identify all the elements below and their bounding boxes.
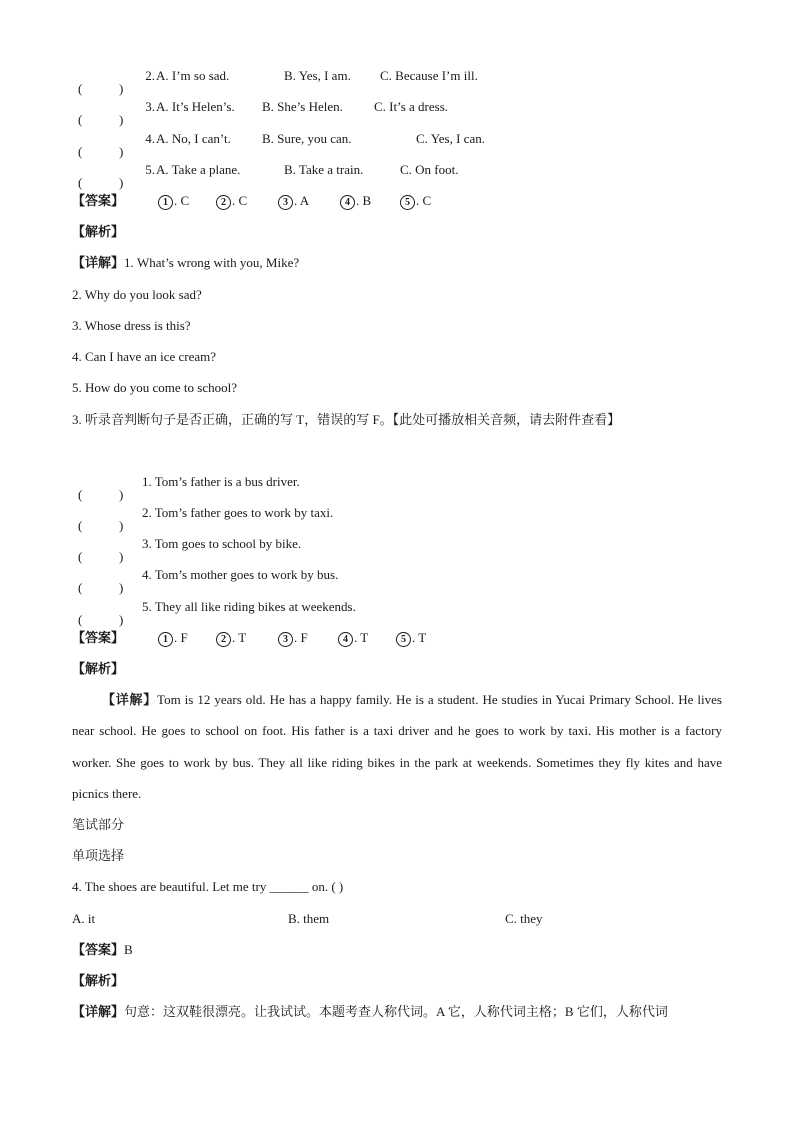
circled-number: 2 bbox=[216, 632, 231, 647]
statement: 3. Tom goes to school by bike. bbox=[142, 536, 302, 551]
question-row: ( ) 4. Tom’s mother goes to work by bus. bbox=[78, 567, 339, 595]
answer-value: . C bbox=[232, 193, 248, 208]
answer-value: . F bbox=[174, 630, 188, 645]
answer-label: 【答案】 bbox=[72, 193, 125, 208]
option-a: A. Take a plane. bbox=[156, 162, 241, 177]
circled-number: 2 bbox=[216, 195, 231, 210]
question-row: ( ) 5. A. Take a plane. B. Take a train. C. On foot. bbox=[78, 162, 459, 190]
answer-item bbox=[278, 192, 309, 210]
answer-row bbox=[72, 629, 427, 647]
section-heading: 单项选择 bbox=[72, 848, 125, 863]
circled-number: 1 bbox=[158, 195, 173, 210]
answer-item bbox=[396, 629, 426, 647]
answer-value: . T bbox=[412, 630, 427, 645]
option-a: A. I’m so sad. bbox=[156, 68, 230, 83]
transcript-line: 5. How do you come to school? bbox=[72, 380, 238, 395]
option-c: C. It’s a dress. bbox=[374, 99, 449, 114]
answer-value: B bbox=[124, 942, 133, 957]
option-c: C. Because I’m ill. bbox=[380, 68, 478, 83]
section-heading: 3. 听录音判断句子是否正确，正确的写 T，错误的写 F。【此处可播放相关音频，请去附件查看】 bbox=[72, 412, 621, 427]
answer-label: 【答案】 bbox=[72, 630, 125, 645]
answer-value: . B bbox=[356, 193, 372, 208]
transcript-line: 3. Whose dress is this? bbox=[72, 318, 191, 333]
analysis-label: 【解析】 bbox=[72, 973, 125, 988]
statement: 1. Tom’s father is a bus driver. bbox=[142, 474, 300, 489]
option-a: A. No, I can’t. bbox=[156, 131, 231, 146]
circled-number: 5 bbox=[400, 195, 415, 210]
option-c: C. Yes, I can. bbox=[416, 131, 485, 146]
transcript-line: 2. Why do you look sad? bbox=[72, 287, 202, 302]
option-c: C. On foot. bbox=[400, 162, 459, 177]
answer-row bbox=[72, 941, 133, 959]
option-a: A. it bbox=[72, 911, 96, 926]
answer-value: . T bbox=[232, 630, 247, 645]
question-number: 5. bbox=[145, 162, 155, 177]
circled-number: 5 bbox=[396, 632, 411, 647]
question-row: ( ) 2. Tom’s father goes to work by taxi. bbox=[78, 505, 334, 533]
question-row: ( ) 2. A. I’m so sad. B. Yes, I am. C. Because I’m ill. bbox=[78, 68, 478, 96]
answer-item bbox=[216, 192, 247, 210]
statement: 2. Tom’s father goes to work by taxi. bbox=[142, 505, 334, 520]
circled-number: 1 bbox=[158, 632, 173, 647]
question-row: ( ) 1. Tom’s father is a bus driver. bbox=[78, 474, 300, 502]
question-stem: 4. The shoes are beautiful. Let me try ______ on. ( ) bbox=[72, 879, 344, 894]
answer-item bbox=[158, 192, 189, 210]
answer-item bbox=[216, 629, 246, 647]
passage-text: Tom is 12 years old. He has a happy family. He is a student. He studies in Yucai Primary School. He lives near school. He goes to school on foot. His father is a taxi driver and he goes to work by taxi. His mother is a factory worker. She goes to work by bus. They all like riding bikes in the park at weekends. Sometimes they fly kites and have picnics there. bbox=[72, 692, 722, 802]
question-row: ( ) 3. A. It’s Helen’s. B. She’s Helen. C. It’s a dress. bbox=[78, 99, 449, 127]
answer-value: . F bbox=[294, 630, 308, 645]
detail-line bbox=[72, 1003, 668, 1021]
circled-number: 4 bbox=[338, 632, 353, 647]
answer-item bbox=[400, 192, 431, 210]
option-a: A. It’s Helen’s. bbox=[156, 99, 235, 114]
passage-paragraph bbox=[72, 684, 722, 810]
circled-number: 3 bbox=[278, 632, 293, 647]
option-b: B. Sure, you can. bbox=[262, 131, 352, 146]
detail-label: 【详解】 bbox=[102, 692, 158, 707]
answer-value: . C bbox=[174, 193, 190, 208]
statement: 5. They all like riding bikes at weekends. bbox=[142, 599, 356, 614]
analysis-label: 【解析】 bbox=[72, 224, 125, 239]
analysis-label: 【解析】 bbox=[72, 661, 125, 676]
detail-label: 【详解】 bbox=[72, 1004, 125, 1019]
answer-value: . C bbox=[416, 193, 432, 208]
answer-label: 【答案】 bbox=[72, 942, 125, 957]
answer-value: . A bbox=[294, 193, 310, 208]
answer-item bbox=[278, 629, 308, 647]
option-c: C. they bbox=[505, 911, 543, 926]
question-number: 2. bbox=[145, 68, 155, 83]
question-number: 4. bbox=[145, 131, 155, 146]
transcript-line: 4. Can I have an ice cream? bbox=[72, 349, 217, 364]
answer-value: . T bbox=[354, 630, 369, 645]
part-heading: 笔试部分 bbox=[72, 817, 125, 832]
option-b: B. Yes, I am. bbox=[284, 68, 351, 83]
circled-number: 3 bbox=[278, 195, 293, 210]
option-b: B. them bbox=[288, 911, 330, 926]
statement: 4. Tom’s mother goes to work by bus. bbox=[142, 567, 339, 582]
question-row: ( ) 4. A. No, I can’t. B. Sure, you can. C. Yes, I can. bbox=[78, 131, 485, 159]
transcript-line: 1. What’s wrong with you, Mike? bbox=[124, 255, 300, 270]
question-number: 3. bbox=[145, 99, 155, 114]
answer-item bbox=[338, 629, 368, 647]
answer-row bbox=[72, 192, 432, 210]
answer-item bbox=[340, 192, 371, 210]
answer-item bbox=[158, 629, 188, 647]
circled-number: 4 bbox=[340, 195, 355, 210]
option-b: B. She’s Helen. bbox=[262, 99, 343, 114]
detail-label: 【详解】 bbox=[72, 255, 125, 270]
question-row: ( ) 3. Tom goes to school by bike. bbox=[78, 536, 302, 564]
option-b: B. Take a train. bbox=[284, 162, 364, 177]
detail-text: 句意：这双鞋很漂亮。让我试试。本题考查人称代词。A 它，人称代词主格；B 它们，人称代词 bbox=[124, 1004, 668, 1019]
detail-line bbox=[72, 254, 299, 272]
question-row: ( ) 5. They all like riding bikes at weekends. bbox=[78, 599, 356, 627]
